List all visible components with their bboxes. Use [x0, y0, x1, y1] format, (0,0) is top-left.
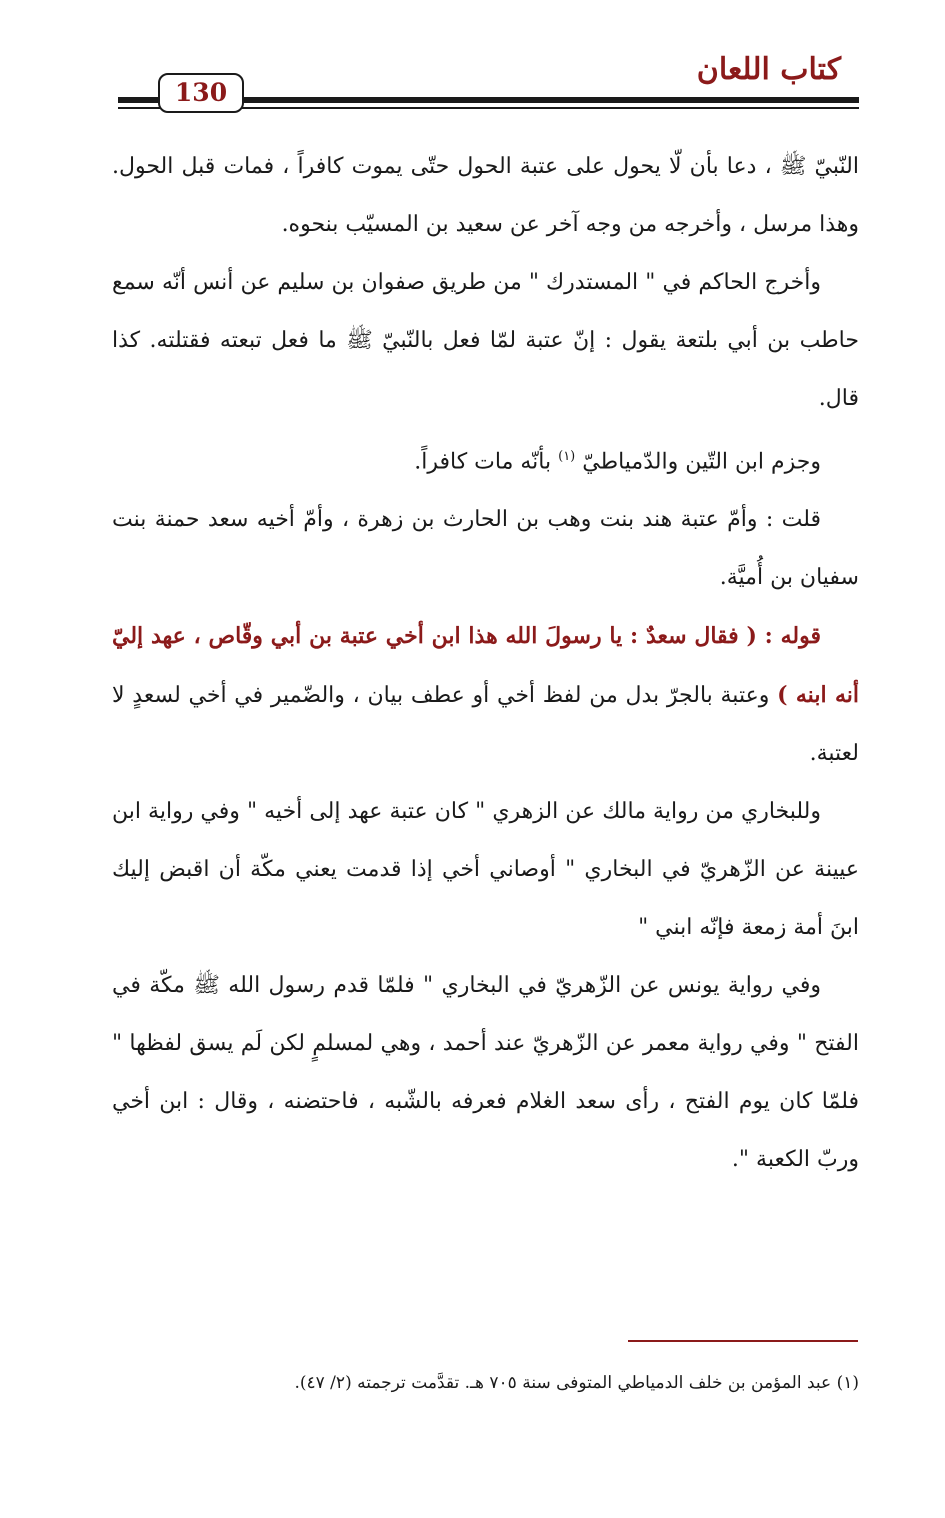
body-text	[112, 138, 859, 1189]
text-segment: قلت : وأمّ عتبة هند بنت وهب بن الحارث بن زهرة ، وأمّ أخيه سعد حمنة بنت سفيان بن أُميَّة.	[112, 507, 859, 591]
text-segment: وللبخاري من رواية مالك عن الزهري " كان عتبة عهد إلى أخيه " وفي رواية ابن عيينة عن الزّهريّ في البخاري " أوصاني أخي إذا قدمت يعني مكّة أن اقبض إليك ابنَ أمة زمعة فإنّه ابني "	[112, 799, 859, 941]
paragraph-p5	[112, 607, 859, 783]
paragraph-p2	[112, 254, 859, 428]
paragraph-p7	[112, 957, 859, 1189]
paragraph-p4	[112, 491, 859, 607]
highlighted-quote: قوله : ( فقال سعدٌ : يا رسولَ الله هذا ابن أخي عتبة بن أبي وقّاص ، عهد إليّ أنه ابنه )	[112, 623, 859, 709]
text-segment: وفي رواية يونس عن الزّهريّ في البخاري " فلمّا قدم رسول الله ﷺ مكّة في الفتح " وفي رواية معمر عن الزّهريّ عند أحمد ، وهي لمسلمٍ لكن لَم يسق لفظها " فلمّا كان يوم الفتح ، رأى سعد الغلام فعرفه بالشّبه ، فاحتضنه ، وقال : ابن أخي وربّ الكعبة ".	[112, 973, 859, 1173]
footnote-separator	[628, 1340, 858, 1342]
footnote: (١) عبد المؤمن بن خلف الدمياطي المتوفى سنة ٧٠٥ هـ. تقدَّمت ترجمته (٢/ ٤٧).	[294, 1373, 859, 1393]
text-segment: وجزم ابن التّين والدّمياطيّ	[575, 449, 821, 475]
paragraph-p1	[112, 138, 859, 254]
paragraph-p6	[112, 783, 859, 957]
page-number: 130	[158, 73, 244, 113]
text-segment: وأخرج الحاكم في " المستدرك " من طريق صفوان بن سليم عن أنس أنّه سمع حاطب بن أبي بلتعة يقول : إنّ عتبة لمّا فعل بالنّبيّ ﷺ ما فعل تبعته فقتلته. كذا قال.	[112, 270, 859, 411]
text-segment: بأنّه مات كافراً.	[414, 449, 559, 475]
footnote-marker: (١)	[558, 449, 576, 464]
paragraph-p3	[112, 428, 859, 491]
text-segment: وعتبة بالجرّ بدل من لفظ أخي أو عطف بيان ، والضّمير في أخي لسعدٍ لا لعتبة.	[112, 683, 859, 767]
text-segment: النّبيّ ﷺ ، دعا بأن لّا يحول على عتبة الحول حتّى يموت كافراً ، فمات قبل الحول. وهذا مرسل ، وأخرجه من وجه آخر عن سعيد بن المسيّب بنحوه.	[112, 154, 859, 237]
book-title: كتاب اللعان	[696, 52, 841, 87]
